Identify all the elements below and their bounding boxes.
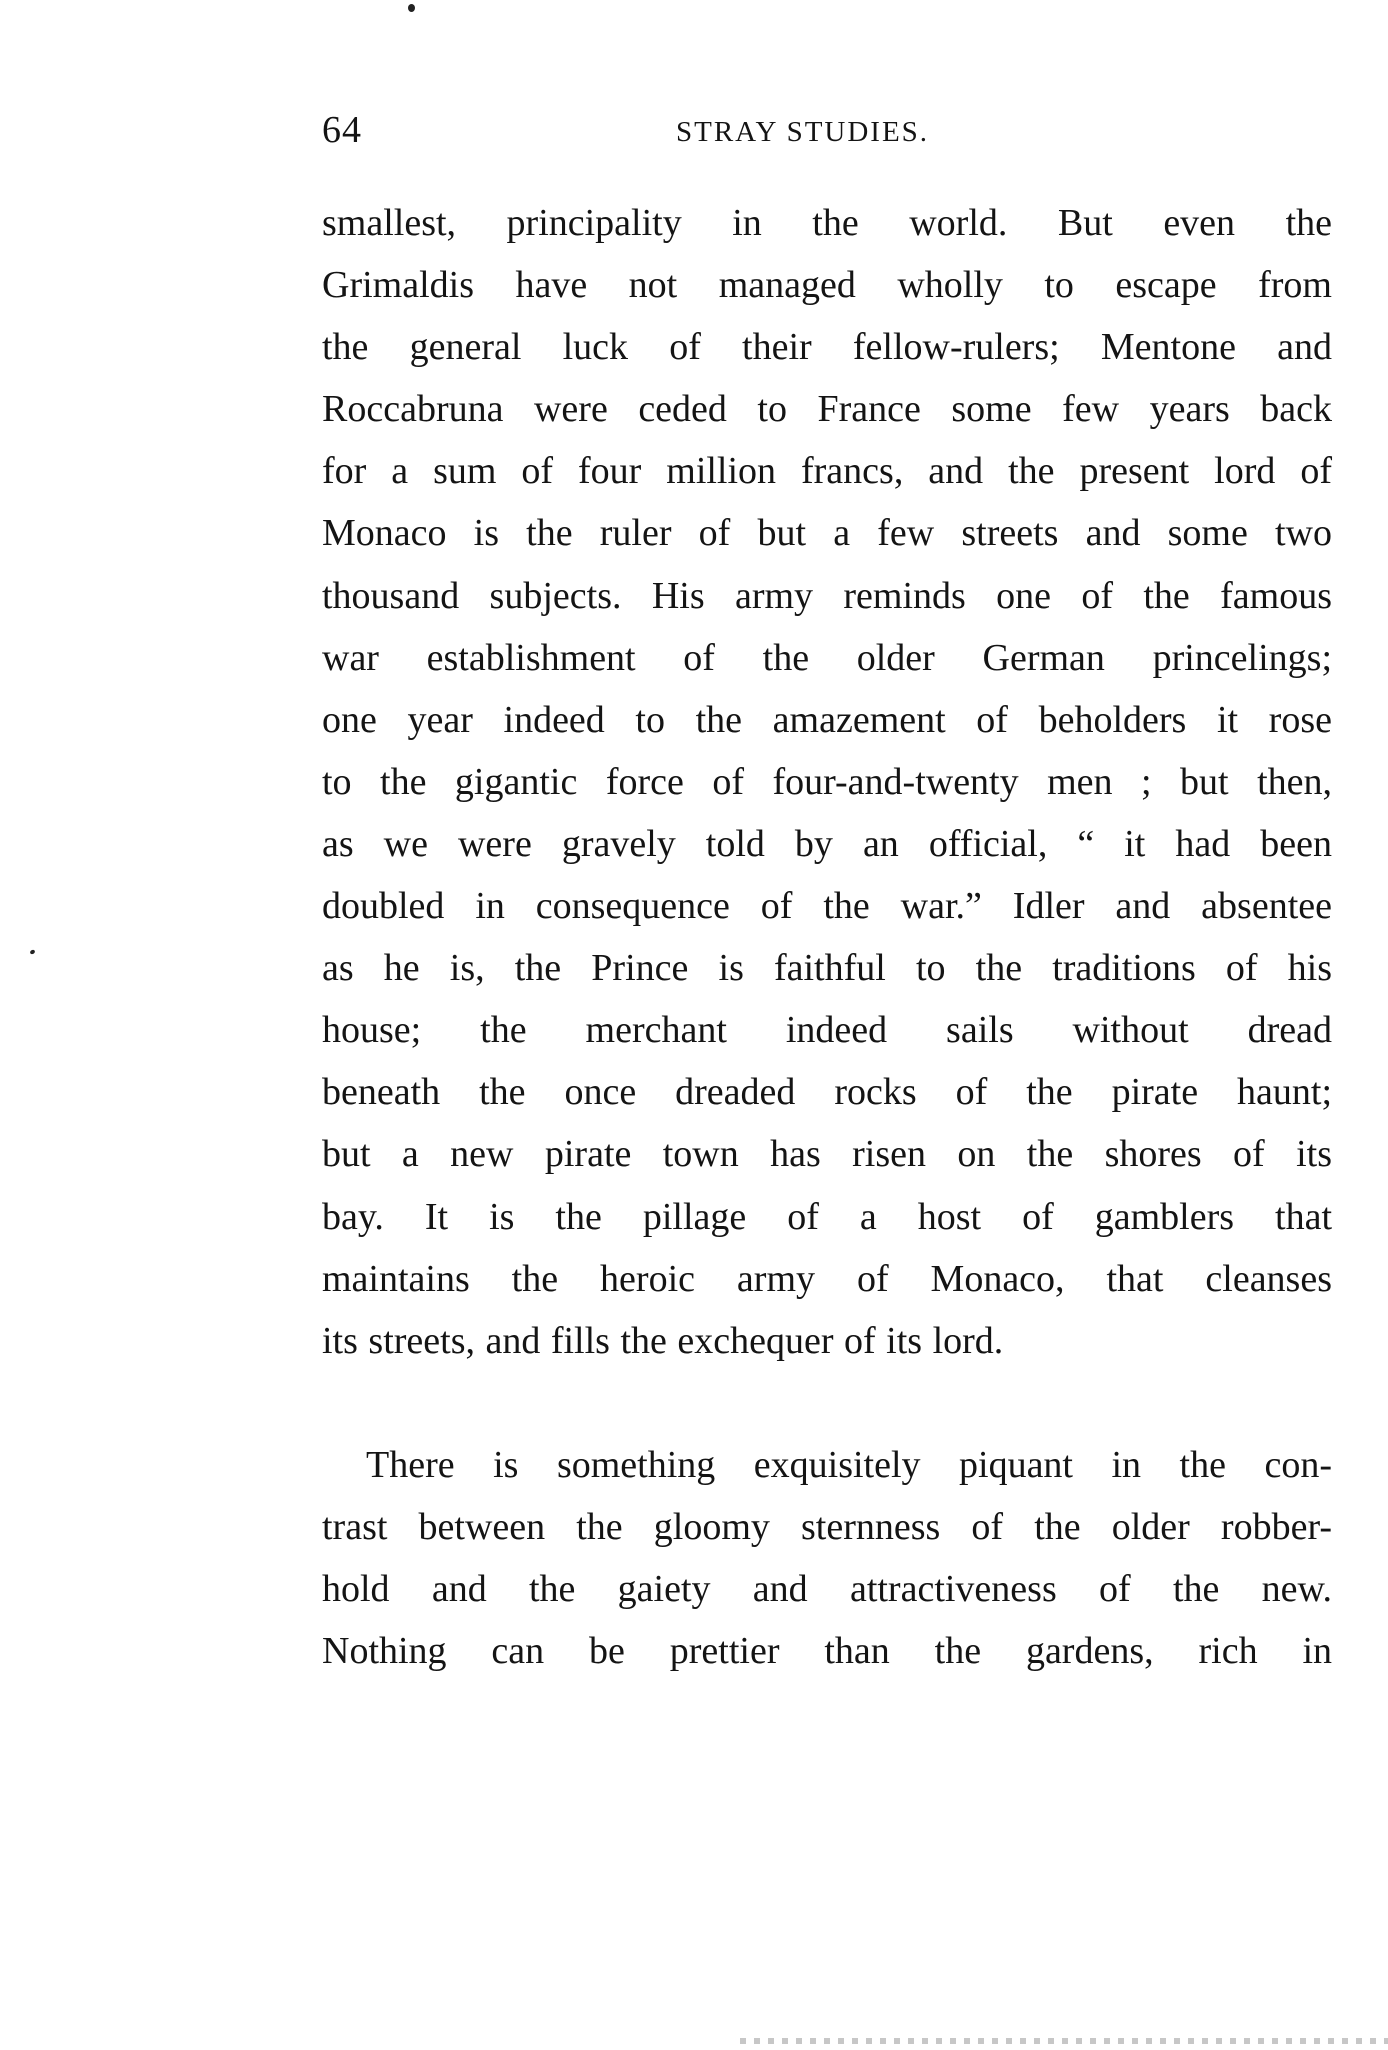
text-line: Monaco is the ruler of but a few streets and some two — [322, 512, 1332, 555]
paragraph — [322, 192, 1332, 1372]
text-line: Grimaldis have not managed wholly to escape from — [322, 264, 1332, 307]
text-line: Nothing can be prettier than the gardens, rich in — [322, 1630, 1332, 1673]
text-line: smallest, principality in the world. But even the — [322, 202, 1332, 244]
text-line: There is something exquisitely piquant in the con- — [366, 1443, 1332, 1486]
running-title: STRAY STUDIES. — [676, 116, 930, 148]
text-line: for a sum of four million francs, and the present lord of — [322, 450, 1332, 493]
paragraph-spacer — [322, 1372, 1332, 1434]
ink-speck — [408, 4, 415, 12]
page-header — [322, 108, 1332, 168]
text-line: but a new pirate town has risen on the shores of its — [322, 1133, 1332, 1176]
text-line: to the gigantic force of four-and-twenty men ; but then, — [322, 760, 1332, 803]
text-line: house; the merchant indeed sails without dread — [322, 1009, 1332, 1052]
paragraph — [322, 1434, 1332, 1682]
text-line: Roccabruna were ceded to France some few years back — [322, 388, 1332, 431]
text-line: as we were gravely told by an official, “ it had been — [322, 822, 1332, 865]
text-line: maintains the heroic army of Monaco, that cleanses — [322, 1257, 1332, 1300]
text-line: one year indeed to the amazement of beholders it rose — [322, 698, 1332, 741]
body-text — [322, 192, 1332, 1682]
ink-speck — [29, 949, 35, 955]
text-line: as he is, the Prince is faithful to the traditions of his — [322, 947, 1332, 990]
text-line: beneath the once dreaded rocks of the pirate haunt; — [322, 1071, 1332, 1114]
page-edge-smudge — [740, 2038, 1388, 2044]
text-line: war establishment of the older German princelings; — [322, 636, 1332, 679]
text-line: bay. It is the pillage of a host of gamblers that — [322, 1195, 1332, 1238]
text-line: its streets, and fills the exchequer of its lord. — [322, 1319, 1004, 1362]
text-line: hold and the gaiety and attractiveness of the new. — [322, 1567, 1332, 1610]
text-line: doubled in consequence of the war.” Idler and absentee — [322, 885, 1332, 928]
text-line: thousand subjects. His army reminds one of the famous — [322, 574, 1332, 617]
text-line: the general luck of their fellow-rulers; Mentone and — [322, 326, 1332, 369]
page-number: 64 — [322, 109, 362, 151]
text-line: trast between the gloomy sternness of the older robber- — [322, 1505, 1332, 1548]
